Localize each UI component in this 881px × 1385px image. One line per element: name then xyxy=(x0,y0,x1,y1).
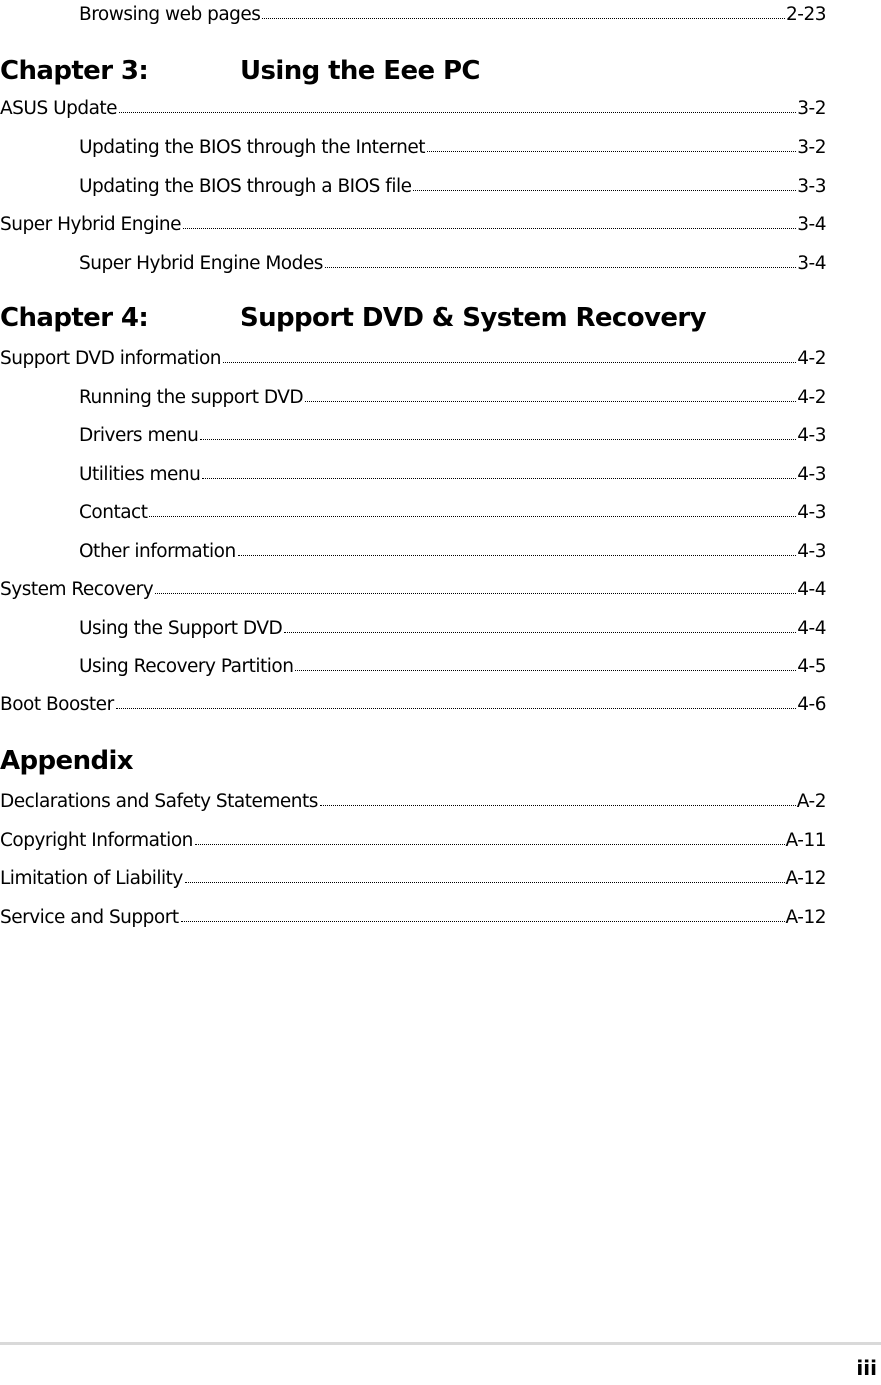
toc-entry-title: Updating the BIOS through the Internet xyxy=(79,137,425,158)
toc-entry-title: Using the Support DVD xyxy=(79,618,283,639)
dot-leader xyxy=(320,799,796,806)
toc-entry-title: Drivers menu xyxy=(79,425,199,446)
toc-entry-asus-update[interactable] xyxy=(0,94,826,124)
toc-entry-super-hybrid-engine[interactable] xyxy=(0,210,826,240)
toc-entry-browsing-web-pages[interactable] xyxy=(79,0,826,30)
toc-entry-other-information[interactable] xyxy=(79,537,826,567)
toc-entry-page: 4-6 xyxy=(797,694,826,715)
toc-entry-contact[interactable] xyxy=(79,498,826,528)
dot-leader xyxy=(238,549,797,556)
dot-leader xyxy=(181,915,785,922)
chapter-title: Support DVD & System Recovery xyxy=(240,303,706,333)
dot-leader xyxy=(200,433,796,440)
dot-leader xyxy=(195,838,785,845)
toc-entry-using-recovery-partition[interactable] xyxy=(79,652,826,682)
dot-leader xyxy=(325,261,796,268)
dot-leader xyxy=(413,184,796,191)
toc-entry-page: 4-3 xyxy=(797,502,826,523)
toc-entry-limitation-of-liability[interactable] xyxy=(0,864,826,894)
dot-leader xyxy=(295,664,796,671)
dot-leader xyxy=(427,145,796,152)
toc-entry-system-recovery[interactable] xyxy=(0,575,826,605)
appendix-title: Appendix xyxy=(0,746,133,776)
toc-entry-title: Boot Booster xyxy=(0,694,114,715)
toc-entry-page: 2-23 xyxy=(786,4,826,25)
toc-entry-using-support-dvd[interactable] xyxy=(79,614,826,644)
toc-entry-updating-bios-file[interactable] xyxy=(79,172,826,202)
toc-entry-boot-booster[interactable] xyxy=(0,690,826,720)
toc-entry-title: System Recovery xyxy=(0,579,154,600)
toc-entry-declarations-safety[interactable] xyxy=(0,787,826,817)
chapter-title: Using the Eee PC xyxy=(240,56,480,86)
toc-entry-title: Super Hybrid Engine Modes xyxy=(79,253,323,274)
toc-entry-page: A-2 xyxy=(796,791,826,812)
toc-entry-page: 4-4 xyxy=(797,579,826,600)
toc-entry-page: 4-4 xyxy=(797,618,826,639)
toc-entry-page: 4-3 xyxy=(797,464,826,485)
toc-entry-title: Copyright Information xyxy=(0,830,193,851)
toc-entry-page: 3-4 xyxy=(797,214,826,235)
dot-leader xyxy=(149,510,796,517)
toc-entry-title: Updating the BIOS through a BIOS file xyxy=(79,176,412,197)
dot-leader xyxy=(202,472,796,479)
chapter-number: Chapter 3: xyxy=(0,56,149,86)
dot-leader xyxy=(223,356,796,363)
toc-entry-title: Support DVD information xyxy=(0,348,221,369)
dot-leader xyxy=(183,222,796,229)
toc-entry-page: 3-4 xyxy=(797,253,826,274)
toc-entry-title: Running the support DVD xyxy=(79,387,304,408)
toc-entry-super-hybrid-engine-modes[interactable] xyxy=(79,249,826,279)
dot-leader xyxy=(119,106,796,113)
toc-entry-page: 4-3 xyxy=(797,541,826,562)
toc-entry-title: Using Recovery Partition xyxy=(79,656,294,677)
toc-entry-page: A-12 xyxy=(785,868,826,889)
toc-entry-drivers-menu[interactable] xyxy=(79,421,826,451)
toc-entry-title: Utilities menu xyxy=(79,464,201,485)
toc-entry-page: 4-5 xyxy=(797,656,826,677)
chapter-number: Chapter 4: xyxy=(0,303,149,333)
toc-entry-page: 4-3 xyxy=(797,425,826,446)
toc-entry-title: Service and Support xyxy=(0,907,179,928)
dot-leader xyxy=(185,876,785,883)
dot-leader xyxy=(155,587,796,594)
dot-leader xyxy=(305,395,796,402)
toc-entry-utilities-menu[interactable] xyxy=(79,460,826,490)
toc-entry-title: ASUS Update xyxy=(0,98,118,119)
toc-entry-page: A-12 xyxy=(785,907,826,928)
toc-entry-title: Browsing web pages xyxy=(79,4,261,25)
toc-entry-page: A-11 xyxy=(785,830,826,851)
toc-entry-page: 4-2 xyxy=(797,348,826,369)
toc-entry-title: Other information xyxy=(79,541,236,562)
page-number: iii xyxy=(856,1356,877,1380)
toc-entry-title: Contact xyxy=(79,502,148,523)
toc-entry-updating-bios-internet[interactable] xyxy=(79,133,826,163)
toc-entry-support-dvd-information[interactable] xyxy=(0,344,826,374)
toc-entry-title: Super Hybrid Engine xyxy=(0,214,181,235)
toc-entry-title: Declarations and Safety Statements xyxy=(0,791,318,812)
dot-leader xyxy=(262,12,785,19)
dot-leader xyxy=(284,626,796,633)
toc-entry-title: Limitation of Liability xyxy=(0,868,183,889)
toc-entry-page: 4-2 xyxy=(797,387,826,408)
toc-entry-copyright-information[interactable] xyxy=(0,826,826,856)
footer-divider xyxy=(0,1342,881,1345)
dot-leader xyxy=(116,702,797,709)
toc-entry-page: 3-3 xyxy=(797,176,826,197)
toc-entry-page: 3-2 xyxy=(797,98,826,119)
toc-entry-service-and-support[interactable] xyxy=(0,903,826,933)
toc-entry-page: 3-2 xyxy=(797,137,826,158)
toc-entry-running-support-dvd[interactable] xyxy=(79,383,826,413)
